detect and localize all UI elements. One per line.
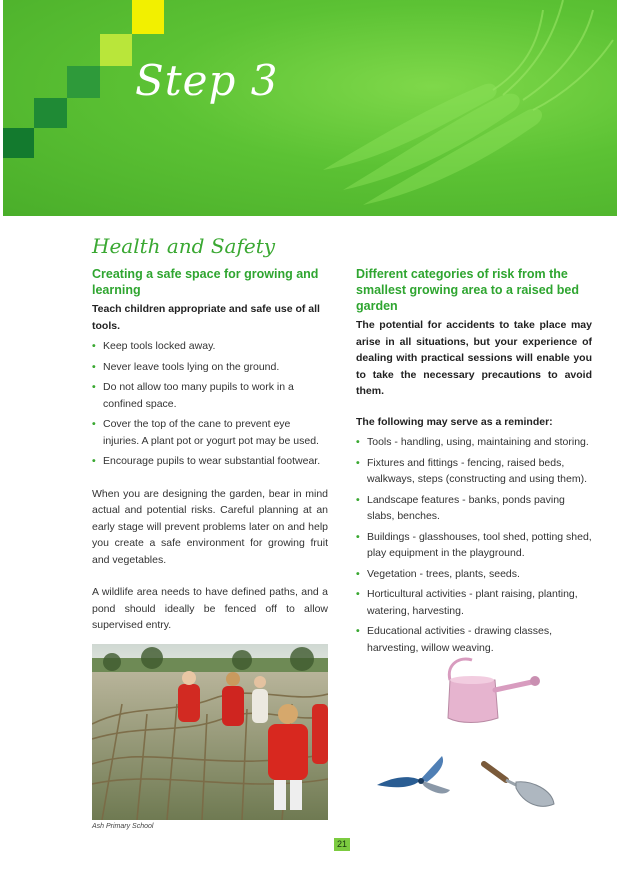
right-column — [356, 266, 592, 660]
list-item: • Tools - handling, using, maintaining and storing. — [356, 434, 592, 451]
left-heading: Creating a safe space for growing and learning — [92, 267, 319, 297]
left-paragraph-1: When you are designing the garden, bear in mind actual and potential risks. Careful planning at an early stage will prevent problems later on and help you create a safe environment for growing fruit and vegetables. — [92, 487, 328, 566]
decor-square — [132, 0, 164, 34]
decor-square — [67, 66, 100, 98]
right-bullet-list — [356, 434, 592, 656]
list-item: • Fixtures and fittings - fencing, raised beds, walkways, steps (constructing and using them). — [356, 455, 592, 488]
school-garden-photo — [92, 644, 328, 820]
left-column — [92, 266, 328, 634]
list-item: • Horticultural activities - plant raising, planting, watering, harvesting. — [356, 586, 592, 619]
list-item: • Buildings - glasshouses, tool shed, potting shed, play equipment in the playground. — [356, 529, 592, 562]
decor-square — [3, 128, 34, 158]
decor-square — [34, 98, 67, 128]
watering-can-illustration — [420, 650, 545, 730]
photo-illustration — [92, 644, 328, 820]
section-title: Health and Safety — [92, 234, 276, 258]
left-paragraph-2: A wildlife area needs to have defined paths, and a pond should ideally be fenced off to allow supervised entry. — [92, 586, 328, 631]
carrots-illustration — [303, 0, 617, 216]
list-item: • Do not allow too many pupils to work in a confined space. — [92, 379, 328, 412]
step-title: Step 3 — [135, 56, 279, 105]
left-bullet-list — [92, 338, 328, 470]
decor-square — [100, 34, 132, 66]
trowel-illustration — [480, 758, 560, 813]
reminder-heading: The following may serve as a reminder: — [356, 415, 553, 428]
right-intro: The potential for accidents to take place may arise in all situations, but your experience of dealing with practical sessions will enable you to take the necessary precautions to avoid them. — [356, 319, 592, 397]
right-heading: Different categories of risk from the smallest growing area to a raised bed garden — [356, 267, 579, 313]
list-item: • Never leave tools lying on the ground. — [92, 359, 328, 376]
list-item: • Landscape features - banks, ponds paving slabs, benches. — [356, 492, 592, 525]
page-number: 21 — [334, 838, 350, 851]
list-item: • Cover the top of the cane to prevent eye injuries. A plant pot or yogurt pot may be used. — [92, 416, 328, 449]
list-item: • Educational activities - drawing classes, harvesting, willow weaving. — [356, 623, 592, 656]
list-item: • Vegetation - trees, plants, seeds. — [356, 566, 592, 583]
secateurs-illustration — [372, 750, 457, 805]
list-item: • Encourage pupils to wear substantial footwear. — [92, 453, 328, 470]
photo-caption: Ash Primary School — [92, 823, 154, 830]
list-item: • Keep tools locked away. — [92, 338, 328, 355]
left-intro: Teach children appropriate and safe use of all tools. — [92, 303, 320, 332]
header-banner — [3, 0, 617, 216]
